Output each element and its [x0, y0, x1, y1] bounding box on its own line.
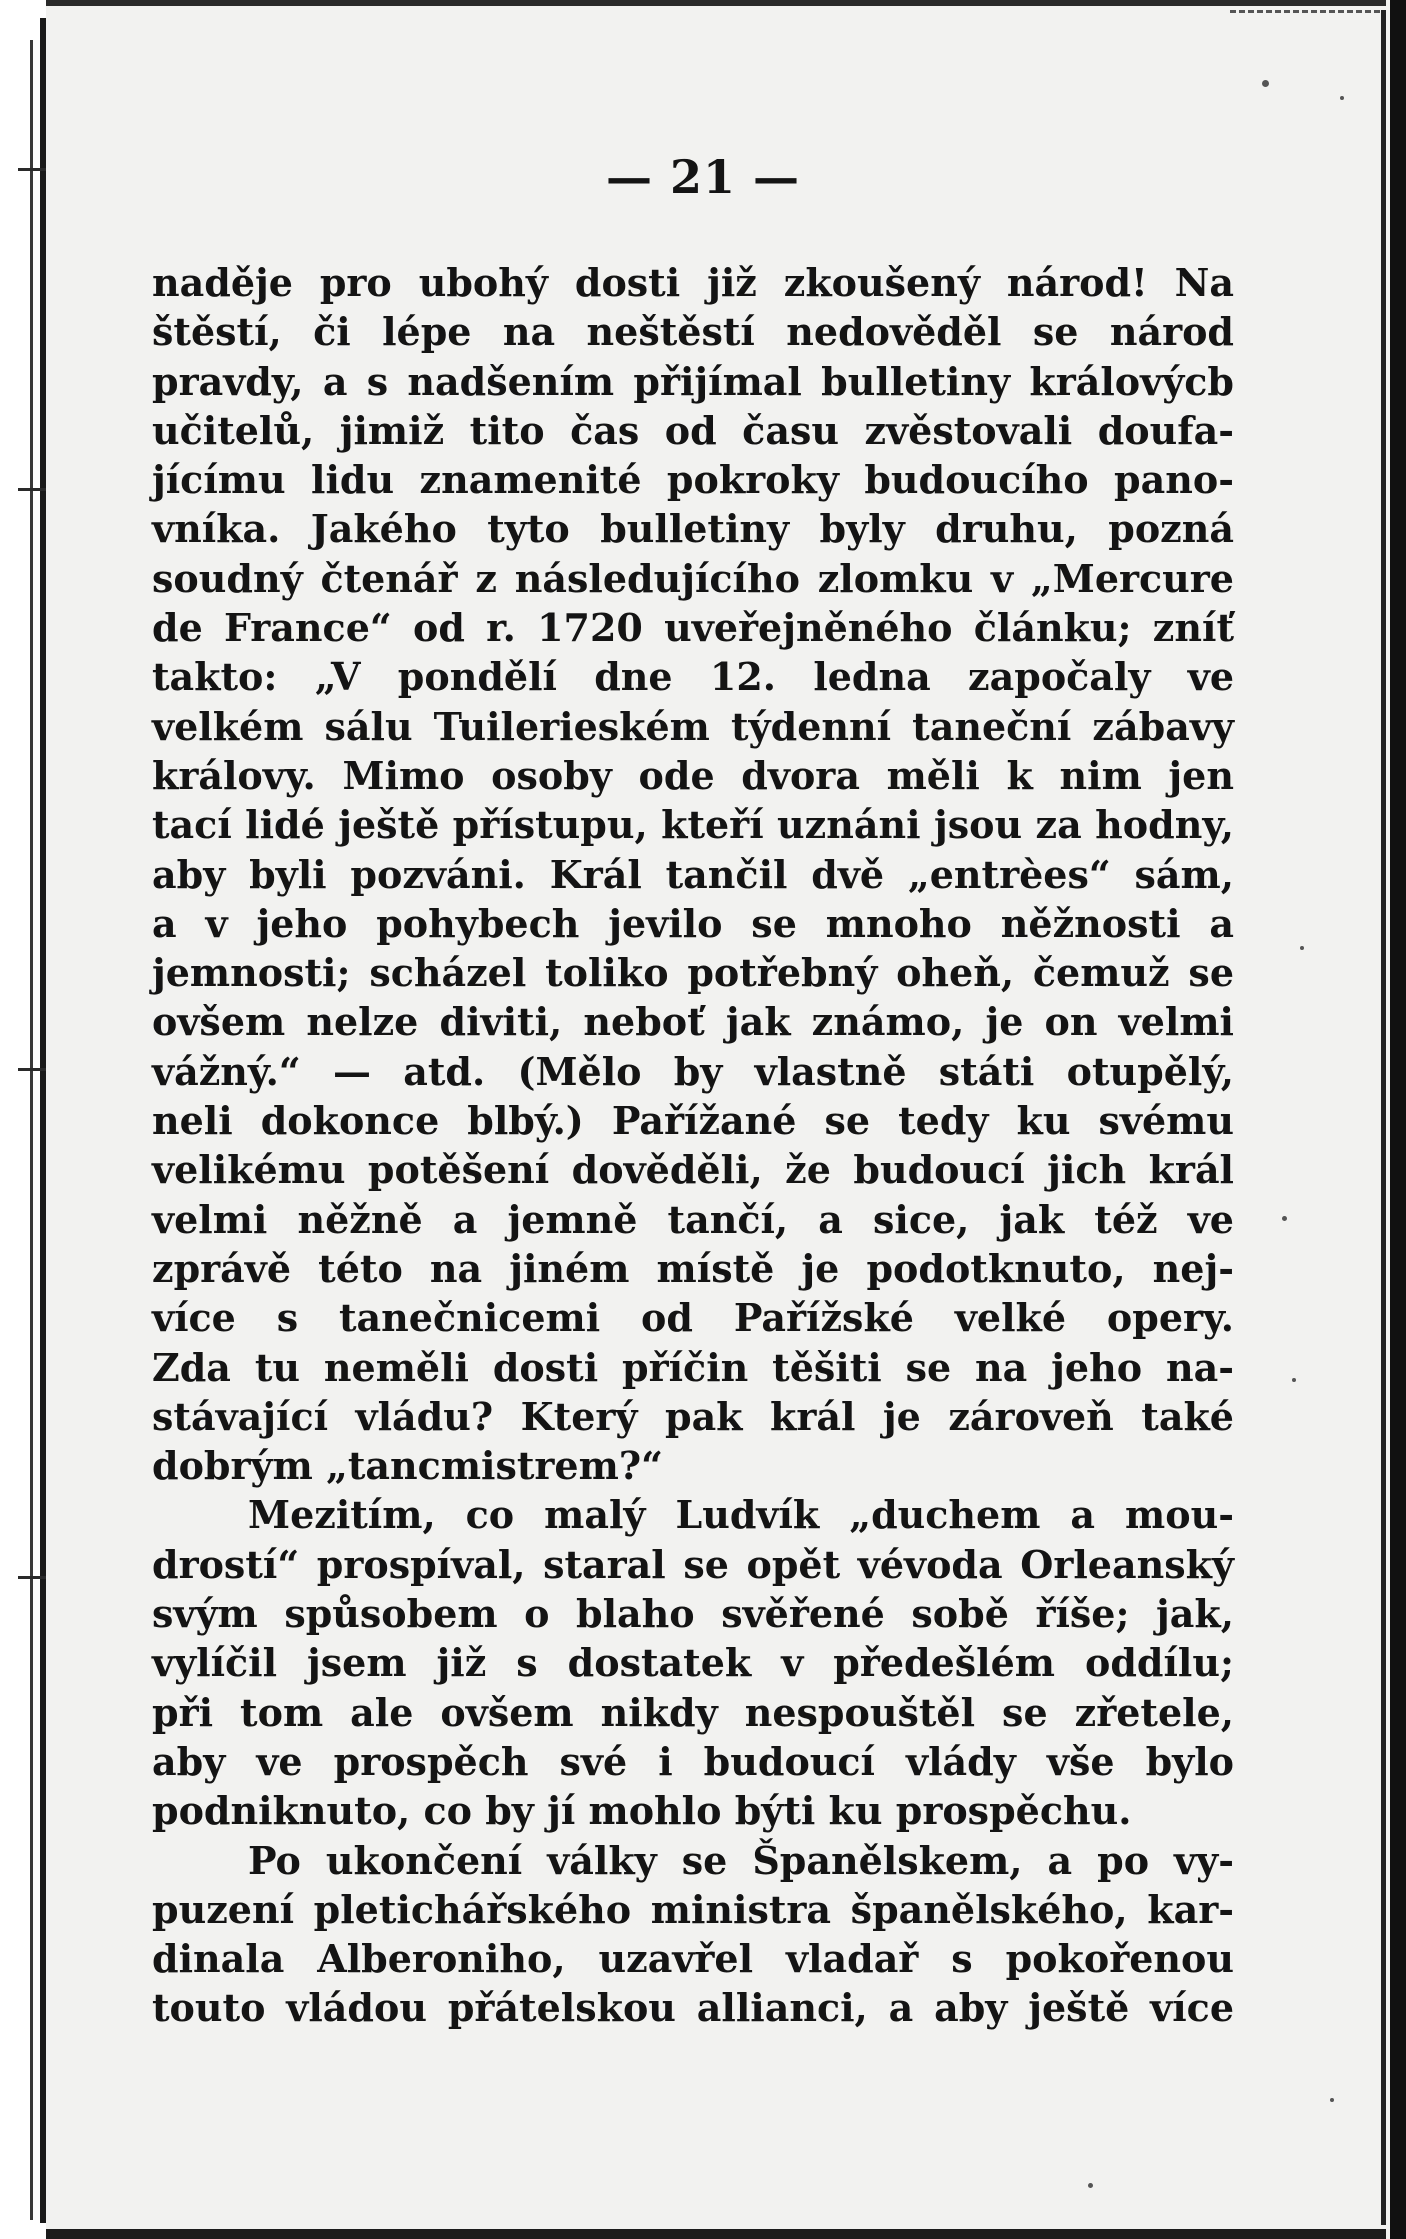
- text-line: pravdy, a s nadšením přijímal bulletiny královýcb: [152, 358, 1234, 404]
- text-line: velikému potěšení dověděli, že budoucí jich král: [152, 1147, 1234, 1193]
- text-line: stávající vládu? Který pak král je zároveň také: [152, 1393, 1234, 1439]
- text-line: drostí“ prospíval, staral se opět vévoda Orleanský: [152, 1541, 1234, 1587]
- page-top-edge: [46, 0, 1386, 6]
- text-line: podniknuto, co by jí mohlo býti ku prospěchu.: [152, 1788, 1132, 1834]
- text-line: puzení pletichářského ministra španělského, kar-: [152, 1886, 1234, 1932]
- text-line: jemnosti; scházel toliko potřebný oheň, čemuž se: [152, 950, 1234, 996]
- text-line: vážný.“ — atd. (Mělo by vlastně státi otupělý,: [152, 1048, 1234, 1094]
- binding-tick: [18, 488, 46, 491]
- text-line: královy. Mimo osoby ode dvora měli k nim jen: [152, 752, 1234, 798]
- binding-edge-thin: [30, 40, 33, 2220]
- page-bottom-edge: [46, 2229, 1386, 2239]
- text-line: dinala Alberoniho, uzavřel vladař s pokořenou: [152, 1936, 1234, 1982]
- page-right-shadow: [1390, 0, 1406, 2239]
- text-line: více s tanečnicemi od Pařížské velké opery.: [152, 1295, 1234, 1341]
- text-line: aby byli pozváni. Král tančil dvě „entrèes“ sám,: [152, 851, 1234, 897]
- text-line: Po ukončení války se Španělskem, a po vy-: [248, 1837, 1234, 1883]
- page-number: — 21 —: [605, 150, 801, 204]
- text-line: a v jeho pohybech jevilo se mnoho něžnosti a: [152, 900, 1234, 946]
- text-line: takto: „V pondělí dne 12. ledna započaly ve: [152, 654, 1234, 700]
- text-line: dobrým „tancmistrem?“: [152, 1443, 663, 1489]
- text-line: štěstí, či lépe na neštěstí nedověděl se národ: [152, 309, 1234, 355]
- text-line: vníka. Jakého tyto bulletiny byly druhu, pozná: [152, 506, 1234, 552]
- text-line: při tom ale ovšem nikdy nespouštěl se zřetele,: [152, 1689, 1234, 1735]
- binding-edge: [40, 18, 46, 2223]
- text-line: naděje pro ubohý dosti již zkoušený národ! Na: [152, 260, 1234, 305]
- text-line: zprávě této na jiném místě je podotknuto, nej-: [152, 1245, 1234, 1291]
- text-line: de France“ od r. 1720 uveřejněného článku; zníť: [152, 605, 1234, 651]
- text-line: neli dokonce blbý.) Pařížané se tedy ku svému: [152, 1098, 1234, 1144]
- text-line: učitelů, jimiž tito čas od času zvěstovali doufa-: [152, 407, 1234, 453]
- page-top-edge-dashes: [1230, 10, 1380, 16]
- text-line: vylíčil jsem již s dostatek v předešlém oddílu;: [152, 1640, 1234, 1686]
- text-line: Zda tu neměli dosti příčin těšiti se na jeho na-: [152, 1344, 1234, 1390]
- text-line: touto vládou přátelskou allianci, a aby ještě více: [152, 1985, 1234, 2031]
- body-text: [152, 258, 1234, 2033]
- text-line: Mezitím, co malý Ludvík „duchem a mou-: [248, 1492, 1234, 1538]
- text-line: velkém sálu Tuilerieském týdenní taneční zábavy: [152, 703, 1234, 749]
- text-line: svým spůsobem o blaho svěřené sobě říše; jak,: [152, 1591, 1234, 1637]
- text-line: tací lidé ještě přístupu, kteří uznáni jsou za hodny,: [152, 802, 1234, 848]
- text-line: velmi něžně a jemně tančí, a sice, jak též ve: [152, 1196, 1234, 1242]
- text-line: soudný čtenář z následujícího zlomku v „Mercure: [152, 555, 1234, 601]
- text-line: jícímu lidu znamenité pokroky budoucího pano-: [152, 457, 1234, 503]
- binding-tick: [18, 1068, 46, 1071]
- binding-tick: [18, 1576, 46, 1579]
- text-line: ovšem nelze diviti, neboť jak známo, je on velmi: [152, 999, 1234, 1045]
- page-right-edge: [1381, 10, 1386, 2225]
- text-line: aby ve prospěch své i budoucí vlády vše bylo: [152, 1738, 1234, 1784]
